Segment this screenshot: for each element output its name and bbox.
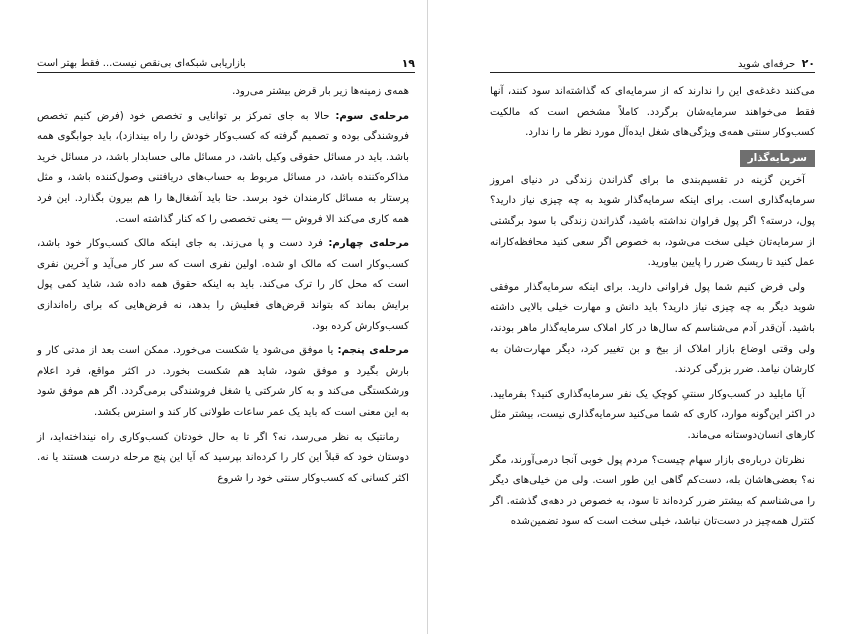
right-paragraph-2: ولی فرض کنیم شما پول فراوانی دارید. برای اینکه سرمایه‌گذار موفقی شوید دیگر به چه چیزی نیاز دارید؟ باید دانش و مهارت خیلی بالایی داشته باشید. آن‌قدر آدم می‌شناسم که سال‌ها در کار املاک سرمایه‌گذار ماهر بودند، ولی وقتی اوضاع بازار املاک از بیخ و بن تغییر کرد، دیگر مهارت‌شان به کارشان نیامد. ضرر بزرگی کردند. <box>490 281 815 376</box>
left-paragraph-0: همه‌ی زمینه‌ها زیر بار قرض بیشتر می‌رود. <box>232 86 409 97</box>
right-page-body <box>490 82 815 537</box>
step-4-label: مرحله‌ی چهارم: <box>328 238 409 250</box>
left-paragraph-step-5 <box>37 341 409 423</box>
right-paragraph-1: آخرین گزینه در تقسیم‌بندی ما برای گذراندن زندگی در دنیای امروز سرمایه‌گذاری است. برای اینکه سرمایه‌گذار شوید به چه چیزی نیاز دارید؟ پول، درسته؟ اگر پول فراوان نداشته باشید، گذراندن زندگی با سود برگشتی از سرمایه‌تان خیلی سخت می‌شود، به خصوص اگر سعی کنید محافظه‌کارانه عمل کنید تا ریسک ضرر را پایین بیاورید. <box>490 174 815 269</box>
left-page-number: ۱۹ <box>401 56 415 70</box>
right-paragraph-3: آیا مایلید در کسب‌وکار سنتیِ کوچکِ یک نفر سرمایه‌گذاری کنید؟ بفرمایید. در اکثر این‌گونه موارد، کاری که شما می‌کنید سرمایه‌گذاری نیست، بیشتر مثل کارهای انسان‌دوستانه می‌ماند. <box>490 388 815 441</box>
step-3-label: مرحله‌ی سوم: <box>335 110 410 122</box>
section-heading: سرمایه‌گذار <box>740 150 815 167</box>
right-paragraph-0: می‌کنند دغدغه‌ی این را ندارند که از سرمایه‌ای که گذاشته‌اند سود کنند، آنها فقط می‌خواهند سرمایه‌شان برگردد. کاملاً مشخص است که مالکیت کسب‌وکار سنتی همه‌ی ویژگی‌های شغل ایده‌آل مورد نظر ما را ندارد. <box>490 86 815 139</box>
step-3-text: حالا به جای تمرکز بر توانایی و تخصص خود (فرض کنیم تخصص فروشندگی بوده و تصمیم گرفته که کسب‌وکار خودش را راه بیندازد)، باید جوابگوی همه باشد. باید در مسائل حقوقی وکیل باشد، در مسائل مالی حسابدار باشد، در مسائل خرید مذاکره‌کننده باشد، در مسائل مربوط به حساب‌های دریافتنی وصول‌کننده باشد، و مثل پرستار به مسائل کارمندان خود برسد. حتا باید آشغال‌ها را هم بیرون بگذارد. این فرد همه کاری می‌کند الا فروش — یعنی تخصصی را که کنار گذاشته است. <box>37 110 409 225</box>
left-page <box>0 0 427 634</box>
left-page-running-title: بازاریابی شبکه‌ای بی‌نقص نیست... فقط بهتر است <box>37 57 246 69</box>
right-page-header <box>490 54 815 73</box>
left-paragraph-step-3 <box>37 107 409 231</box>
left-page-body <box>37 82 409 493</box>
right-page-number-and-title <box>738 57 815 70</box>
left-paragraph-4: رمانتیک به نظر می‌رسد، نه؟ اگر تا به حال خودتان کسب‌وکاری راه نینداخته‌اید، از دوستان خود که قبلاً این کار را کرده‌اند بپرسید که آیا این پنج مرحله درست هستند یا نه. اکثر کسانی که کسب‌وکار سنتی خود را شروع <box>37 431 409 484</box>
step-5-text: یا موفق می‌شود یا شکست می‌خورد. ممکن است بعد از مدتی کار و بارش بگیرد و موفق شود، شاید هم شکست بخورد. در اکثر مواقع، فرد اعلام ورشکستگی می‌کند و به کار شرکتی یا شغل فروشندگی برمی‌گردد. اگر هم موفق شود به این معنی است که باید یک عمر ساعات طولانی کار کند و استرس بکشد. <box>37 345 409 418</box>
left-paragraph-step-4 <box>37 234 409 337</box>
right-paragraph-4: نظرتان درباره‌ی بازار سهام چیست؟ مردم پول خوبی آنجا درمی‌آورند، مگر نه؟ بعضی‌هاشان بله، دست‌کم گاهی این طور است. ولی من خیلی‌های دیگر را می‌شناسم که بیشتر ضرر کرده‌اند تا سود، به خصوص در دهه‌ی گذشته. اگر کنترل همه‌چیز در دست‌تان نباشد، خیلی سخت است که سود تضمین‌شده <box>490 454 815 528</box>
right-page <box>428 0 855 634</box>
right-page-number: ۲۰ <box>801 56 815 70</box>
left-page-header <box>37 54 415 73</box>
right-page-running-title: حرفه‌ای شوید <box>738 58 796 70</box>
step-5-label: مرحله‌ی پنجم: <box>337 345 409 357</box>
step-4-text: فرد دست و پا می‌زند. به جای اینکه مالک کسب‌وکار خود باشد، کسب‌وکار است که مالک او شده. اولین نفری است که سر کار می‌آید و آخرین نفری است که محل کار را ترک می‌کند. باید به اینکه حقوق همه داده شد، شاید کمی پول برایش بماند که بتواند قرض‌های فعلیش را بدهد، نه قرض‌هایی که برای راه‌اندازی کسب‌وکارش کرده بود. <box>37 238 409 332</box>
